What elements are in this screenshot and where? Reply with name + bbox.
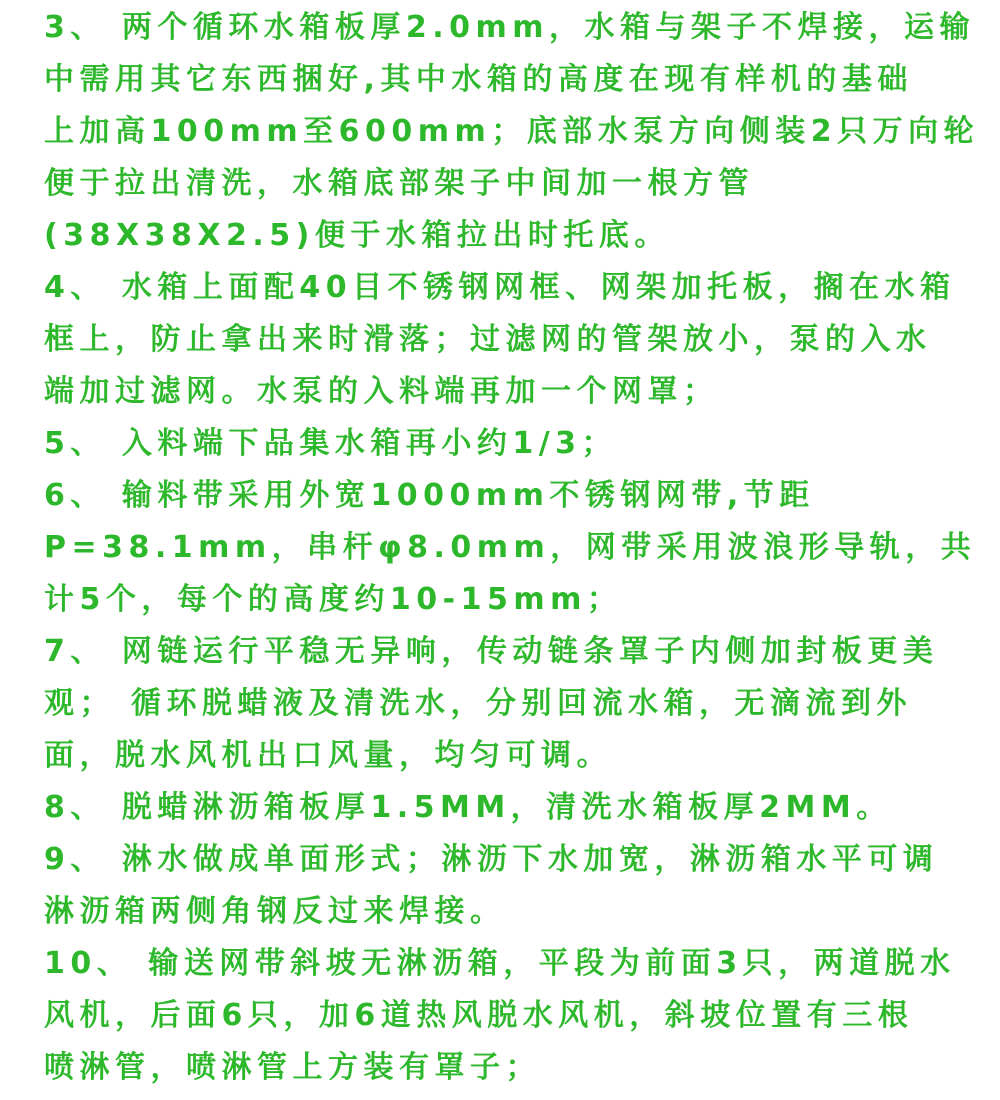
line-item9-2: 淋沥箱两侧角钢反过来焊接。 (44, 894, 506, 929)
line-item6-2: P=38.1mm，串杆φ8.0mm，网带采用波浪形导轨，共 (44, 530, 977, 565)
line-item4-3: 端加过滤网。水泵的入料端再加一个网罩； (44, 374, 719, 409)
line-item10-3: 喷淋管，喷淋管上方装有罩子； (44, 1050, 541, 1085)
line-item4-1: 4、 水箱上面配40目不锈钢网框、网架加托板，搁在水箱 (44, 270, 956, 305)
line-item7-2: 观； 循环脱蜡液及清洗水，分别回流水箱，无滴流到外 (44, 686, 912, 721)
line-item6-3: 计5个，每个的高度约10-15mm； (44, 582, 623, 617)
line-item5-1: 5、 入料端下品集水箱再小约1/3； (44, 426, 618, 461)
line-item6-1: 6、 输料带采用外宽1000mm不锈钢网带,节距 (44, 478, 815, 513)
line-item10-2: 风机，后面6只，加6道热风脱水风机，斜坡位置有三根 (44, 998, 914, 1033)
line-item10-1: 10、 输送网带斜坡无淋沥箱，平段为前面3只，两道脱水 (44, 946, 956, 981)
line-item8-1: 8、 脱蜡淋沥箱板厚1.5MM，清洗水箱板厚2MM。 (44, 790, 892, 825)
line-item3-1: 3、 两个循环水箱板厚2.0mm，水箱与架子不焊接，运输 (44, 10, 975, 45)
line-item3-3: 上加高100mm至600mm；底部水泵方向侧装2只万向轮 (44, 114, 980, 149)
line-item3-5: (38X38X2.5)便于水箱拉出时托底。 (44, 218, 670, 253)
line-item9-1: 9、 淋水做成单面形式；淋沥下水加宽，淋沥箱水平可调 (44, 842, 939, 877)
line-item7-1: 7、 网链运行平稳无异响，传动链条罩子内侧加封板更美 (44, 634, 939, 669)
line-item3-2: 中需用其它东西捆好,其中水箱的高度在现有样机的基础 (44, 62, 913, 97)
line-item7-3: 面，脱水风机出口风量，均匀可调。 (44, 738, 612, 773)
line-item4-2: 框上，防止拿出来时滑落；过滤网的管架放小，泵的入水 (44, 322, 932, 357)
line-item3-4: 便于拉出清洗，水箱底部架子中间加一根方管 (44, 166, 754, 201)
